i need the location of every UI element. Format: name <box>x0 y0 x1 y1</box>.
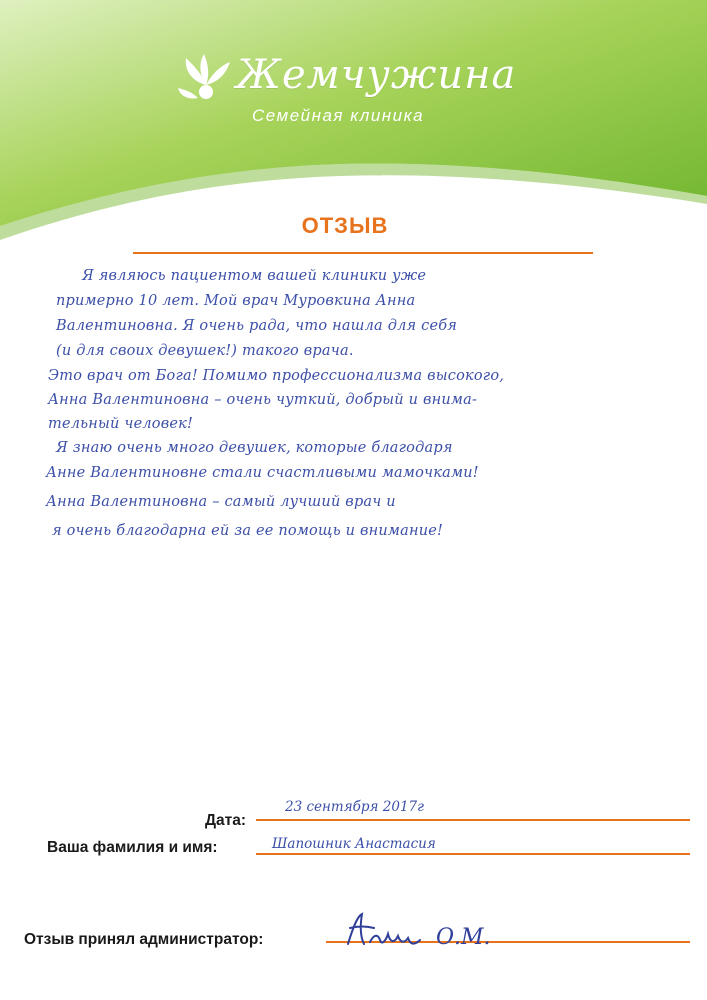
review-line: Анне Валентиновне стали счастливыми мамочками! <box>46 465 479 481</box>
name-label: Ваша фамилия и имя: <box>47 839 218 856</box>
clinic-name: Жемчужина <box>236 52 517 98</box>
svg-text:О.М.: О.М. <box>436 925 491 950</box>
date-value: 23 сентября 2017г <box>285 799 424 815</box>
review-line: Я являюсь пациентом вашей клиники уже <box>82 268 427 284</box>
review-line: я очень благодарна ей за ее помощь и внимание! <box>52 523 444 539</box>
name-underline <box>256 853 690 855</box>
review-line: Это врач от Бога! Помимо профессионализма высокого, <box>48 368 505 384</box>
pearl-shell-icon <box>176 52 234 108</box>
review-line: Я знаю очень много девушек, которые благодаря <box>56 440 453 456</box>
review-line: Анна Валентиновна – очень чуткий, добрый и внима- <box>48 392 478 408</box>
name-value: Шапошник Анастасия <box>272 836 436 852</box>
review-line: Анна Валентиновна – самый лучший врач и <box>46 494 396 510</box>
date-underline <box>256 819 690 821</box>
clinic-tagline: Семейная клиника <box>252 106 425 125</box>
title-underline <box>133 252 593 254</box>
review-line: примерно 10 лет. Мой врач Муровкина Анна <box>56 293 416 309</box>
form-title: ОТЗЫВ <box>301 213 389 238</box>
review-line: тельный человек! <box>48 416 194 432</box>
review-line: Валентиновна. Я очень рада, что нашла для себя <box>56 318 458 334</box>
date-label: Дата: <box>205 812 247 829</box>
review-line: (и для своих девушек!) такого врача. <box>56 343 354 359</box>
admin-label: Отзыв принял администратор: <box>24 931 264 948</box>
administrator-signature <box>340 906 520 956</box>
